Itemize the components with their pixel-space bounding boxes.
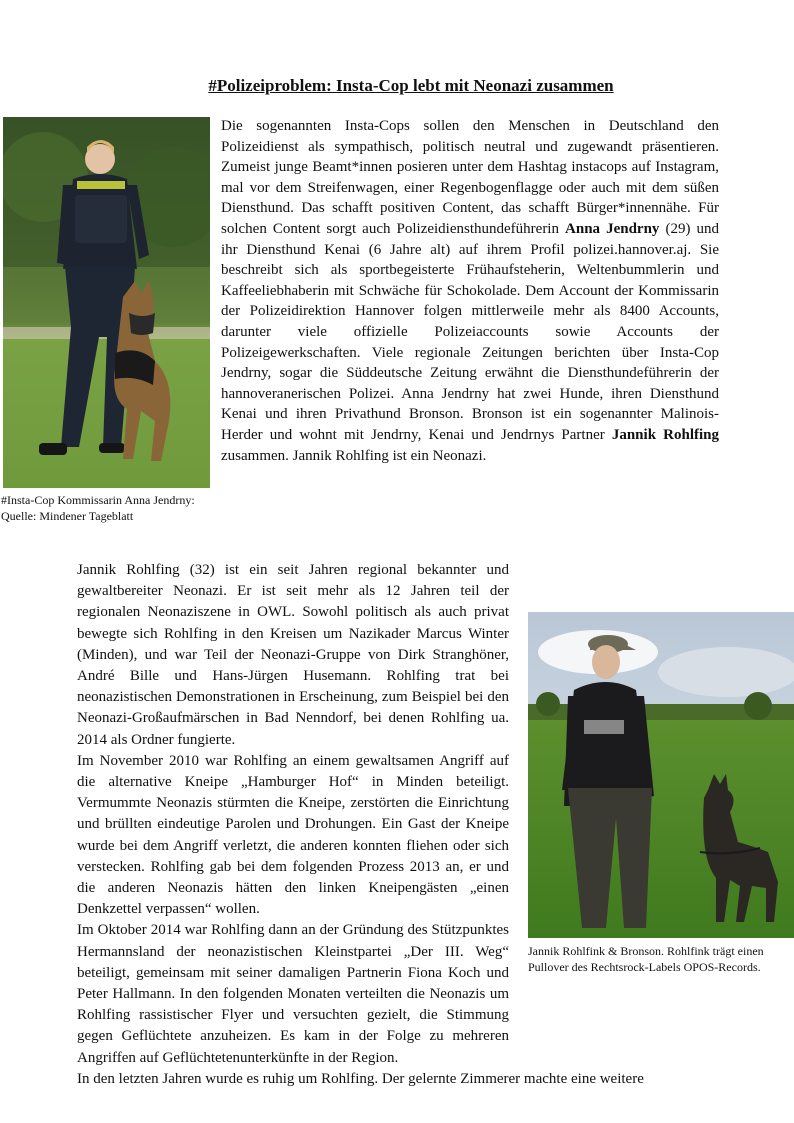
intro-text-c: zusammen. Jannik Rohlfing ist ein Neonazi. [221,447,487,464]
photo1-caption [1,493,226,524]
photo1-caption-line2: Quelle: Mindener Tageblatt [1,508,134,523]
photo1-caption-line1: #Insta-Cop Kommissarin Anna Jendrny: [1,493,195,507]
photo-man-with-dog [528,612,794,938]
name-anna-jendrny: Anna Jendrny [565,220,660,237]
body-paragraph-1: Jannik Rohlfing (32) ist ein seit Jahren regional bekannter und gewaltbereiter Neonazi. Er ist seit mehr als 12 Jahren teil der regionalen Neonaziszene in OWL. Sowohl politisch als auch privat bewegte sich Rohlfing in den Kreisen um Nazikader Marcus Winter (Minden), und war Teil der Neonazi-Gruppe von Dirk Stranghöner, André Bille und Hans-Jürgen Husemann. Rohlfing trat bei neonazistischen Demonstrationen in Erscheinung, zum Beispiel bei den Neonazi-Großaufmärschen in Bad Nenndorf, bei denen Rohlfing ua. 2014 als Ordner fungierte. [77,562,509,748]
body-paragraph-3: Im Oktober 2014 war Rohlfing dann an der Gründung des Stützpunktes Hermannsland der neonazistischen Kleinstpartei „Der III. Weg“ beteiligt, gemeinsam mit seiner damaligen Partnerin Fiona Koch und Peter Hallmann. In den folgenden Monaten verteilten die Neonazis um Rohlfing rassistischer Flyer und versuchten gezielt, die Stimmung gegen Geflüchtete anzuheizen. Es kam in der Folge zu mehreren Angriffen auf Geflüchtetenunterkünfte in der Region. [77,922,509,1066]
article-title: #Polizeiproblem: Insta-Cop lebt mit Neonazi zusammen [208,76,614,95]
body-paragraph-2: Im November 2010 war Rohlfing an einem gewaltsamen Angriff auf die alternative Kneipe „Hamburger Hof“ in Minden beteiligt. Vermummte Neonazis stürmten die Kneipe, zerstörten die Einrichtung und brüllten eindeutige Parolen und Drohungen. Ein Gast der Kneipe wurde bei dem Angriff verletzt, die anderen konnten fliehen oder sich verstecken. Rohlfing gab bei dem folgenden Prozess 2013 an, er und die anderen Neonazis hätten den linken Kneipengästen „einen Denkzettel verpassen“ wollen. [77,752,509,918]
intro-text-a: Die sogenannten Insta-Cops sollen den Menschen in Deutschland den Polizeidienst als sympathisch, politisch neutral und zugewandt präsentieren. Zumeist junge Beamt*innen posieren unter dem Hashtag instacops auf Instagram, mal vor dem Streifenwagen, einer Regenbogenflagge oder auch mit dem süßen Diensthund. Das schafft positiven Content, das schafft Bürger*innennähe. Für solchen Content sorgt auch Polizeidiensthundeführerin [221,118,719,237]
intro-text-b: (29) und ihr Diensthund Kenai (6 Jahre alt) auf ihrem Profil polizei.hannover.aj. Sie beschreibt sich als sportbegeisterte Frühaufsteherin, Weltenbummlerin und Kaffeeliebhaberin mit Schwäche für Schokolade. Dem Account der Kommissarin der Polizeidirektion Hannover folgen mittlerweile mehr als 8400 Accounts, darunter viele offizielle Polizeiaccounts sowie Accounts der Polizeigewerkschaften. Viele regionale Zeitungen berichten über Insta-Cop Jendrny, sogar die Süddeutsche Zeitung erwähnt die Diensthundeführerin der hannoveranerischen Polizei. Anna Jendrny hat zwei Hunde, ihren Diensthund Kenai und ihren Privathund Bronson. Bronson ist ein sogenannter Malinois-Herder und wohnt mit Jendrny, Kenai und Jendrnys Partner [221,220,720,443]
body-paragraph-4: In den letzten Jahren wurde es ruhig um Rohlfing. Der gelernte Zimmerer machte eine weitere [77,1070,644,1087]
photo-officer-with-dog [3,117,210,488]
intro-paragraph [221,116,719,466]
photo2-caption: Jannik Rohlfink & Bronson. Rohlfink trägt einen Pullover des Rechtsrock-Labels OPOS-Records. [528,944,764,974]
name-jannik-rohlfing: Jannik Rohlfing [611,426,719,443]
